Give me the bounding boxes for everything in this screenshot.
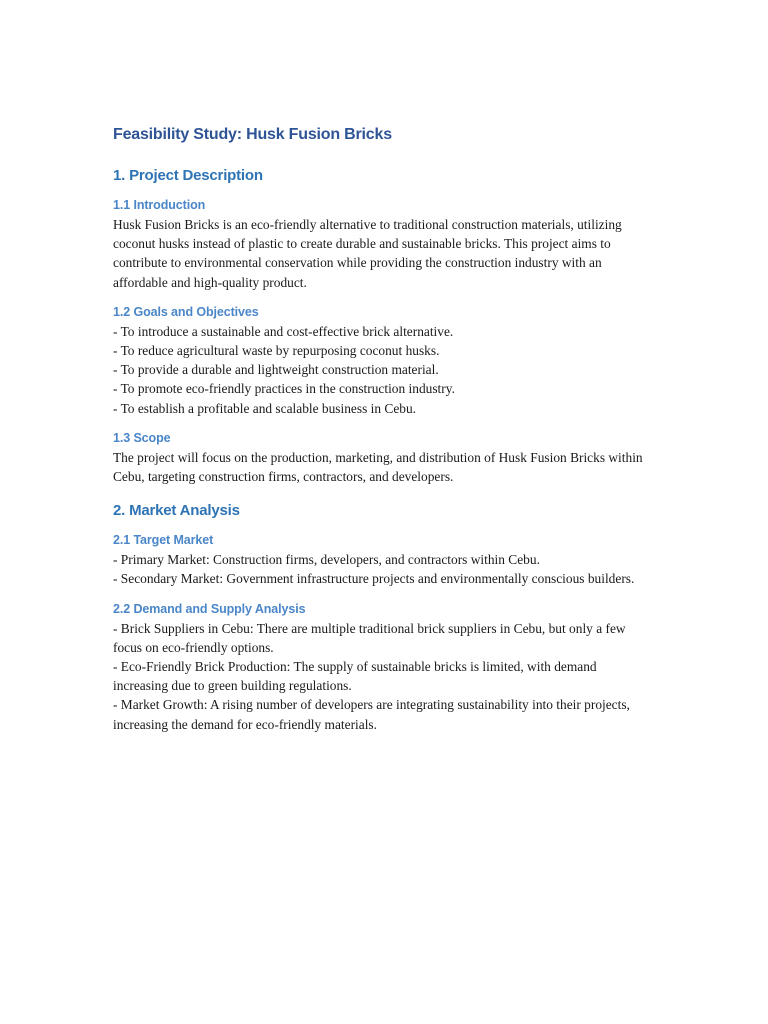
section-heading-project-description: 1. Project Description bbox=[113, 167, 263, 184]
list-item: - Primary Market: Construction firms, developers, and contractors within Cebu. bbox=[113, 552, 540, 568]
subsection-heading-target-market: 2.1 Target Market bbox=[113, 533, 214, 548]
list-item: - To reduce agricultural waste by repurposing coconut husks. bbox=[113, 343, 440, 359]
subsection-heading-scope: 1.3 Scope bbox=[113, 430, 171, 445]
list-item: - Secondary Market: Government infrastructure projects and environmentally conscious builders. bbox=[113, 571, 635, 587]
demand-supply-list bbox=[113, 619, 653, 734]
scope-paragraph: The project will focus on the production, marketing, and distribution of Husk Fusion Bricks within Cebu, targeting construction firms, contractors, and developers. bbox=[113, 449, 643, 485]
goals-list bbox=[113, 322, 653, 418]
introduction-paragraph: Husk Fusion Bricks is an eco-friendly alternative to traditional construction materials, utilizing coconut husks instead of plastic to create durable and sustainable bricks. This project aims to contribute to environmental conservation while providing the construction industry with an affordable and high-quality product. bbox=[113, 217, 622, 290]
section-heading-market-analysis: 2. Market Analysis bbox=[113, 502, 240, 520]
subsection-heading-demand-supply: 2.2 Demand and Supply Analysis bbox=[113, 601, 306, 616]
list-item: - To establish a profitable and scalable business in Cebu. bbox=[113, 400, 417, 416]
list-item: - To promote eco-friendly practices in the construction industry. bbox=[113, 381, 455, 397]
subsection-heading-goals: 1.2 Goals and Objectives bbox=[113, 304, 259, 319]
target-market-list bbox=[113, 550, 653, 588]
subsection-heading-introduction: 1.1 Introduction bbox=[113, 198, 206, 212]
list-item: - Brick Suppliers in Cebu: There are multiple traditional brick suppliers in Cebu, but only a few focus on eco-friendly options. bbox=[113, 620, 626, 655]
list-item: - To introduce a sustainable and cost-effective brick alternative. bbox=[113, 323, 454, 339]
document-page bbox=[113, 122, 653, 745]
list-item: - To provide a durable and lightweight construction material. bbox=[113, 362, 439, 378]
list-item: - Eco-Friendly Brick Production: The supply of sustainable bricks is limited, with demand increasing due to green building regulations. bbox=[113, 659, 597, 694]
document-title: Feasibility Study: Husk Fusion Bricks bbox=[113, 126, 392, 143]
list-item: - Market Growth: A rising number of developers are integrating sustainability into their projects, increasing the demand for eco-friendly materials. bbox=[113, 697, 630, 732]
